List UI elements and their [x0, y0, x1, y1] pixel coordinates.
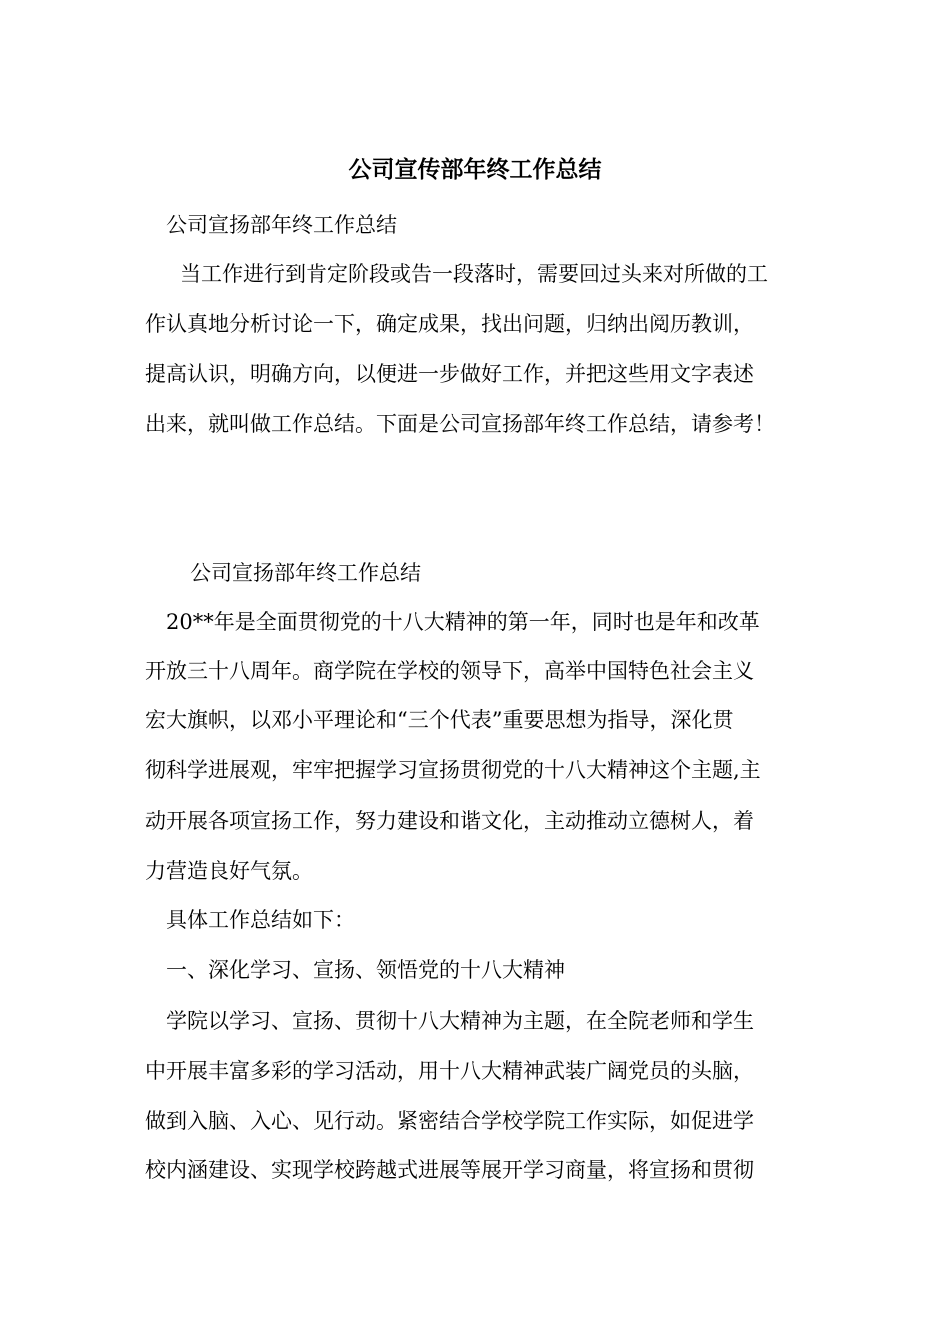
body-line: 宏大旗帜，以邓小平理论和“三个代表”重要思想为指导，深化贯 [145, 708, 734, 732]
point-one-line: 中开展丰富多彩的学习活动，用十八大精神武装广阔党员的头脑， [145, 1059, 754, 1083]
point-one-line: 做到入脑、入心、见行动。紧密结合学校学院工作实际，如促进学 [145, 1109, 754, 1133]
body-line: 开放三十八周年。商学院在学校的领导下，高举中国特色社会主义 [145, 659, 754, 683]
section-heading: 公司宣扬部年终工作总结 [190, 561, 421, 585]
body-line: 力营造良好气氛。 [145, 859, 313, 883]
point-one-line: 校内涵建设、实现学校跨越式进展等展开学习商量，将宣扬和贯彻 [145, 1158, 754, 1182]
body-line: 20**年是全面贯彻党的十八大精神的第一年，同时也是年和改革 [166, 610, 760, 634]
document-title: 公司宣传部年终工作总结 [348, 156, 602, 183]
point-one-line: 学院以学习、宣扬、贯彻十八大精神为主题，在全院老师和学生 [166, 1009, 754, 1033]
intro-line: 出来，就叫做工作总结。下面是公司宣扬部年终工作总结，请参考！ [145, 412, 775, 436]
body-line: 彻科学进展观，牢牢把握学习宣扬贯彻党的十八大精神这个主题,主 [145, 758, 761, 782]
intro-line: 当工作进行到肯定阶段或告一段落时，需要回过头来对所做的工 [180, 262, 768, 286]
point-one-heading: 一、深化学习、宣扬、领悟党的十八大精神 [166, 958, 565, 982]
intro-heading: 公司宣扬部年终工作总结 [166, 213, 397, 237]
body-line: 动开展各项宣扬工作，努力建设和谐文化，主动推动立德树人，着 [145, 809, 754, 833]
intro-line: 作认真地分析讨论一下，确定成果，找出问题，归纳出阅历教训， [145, 312, 754, 336]
summary-intro: 具体工作总结如下： [166, 908, 355, 932]
intro-line: 提高认识，明确方向，以便进一步做好工作，并把这些用文字表述 [145, 362, 754, 386]
